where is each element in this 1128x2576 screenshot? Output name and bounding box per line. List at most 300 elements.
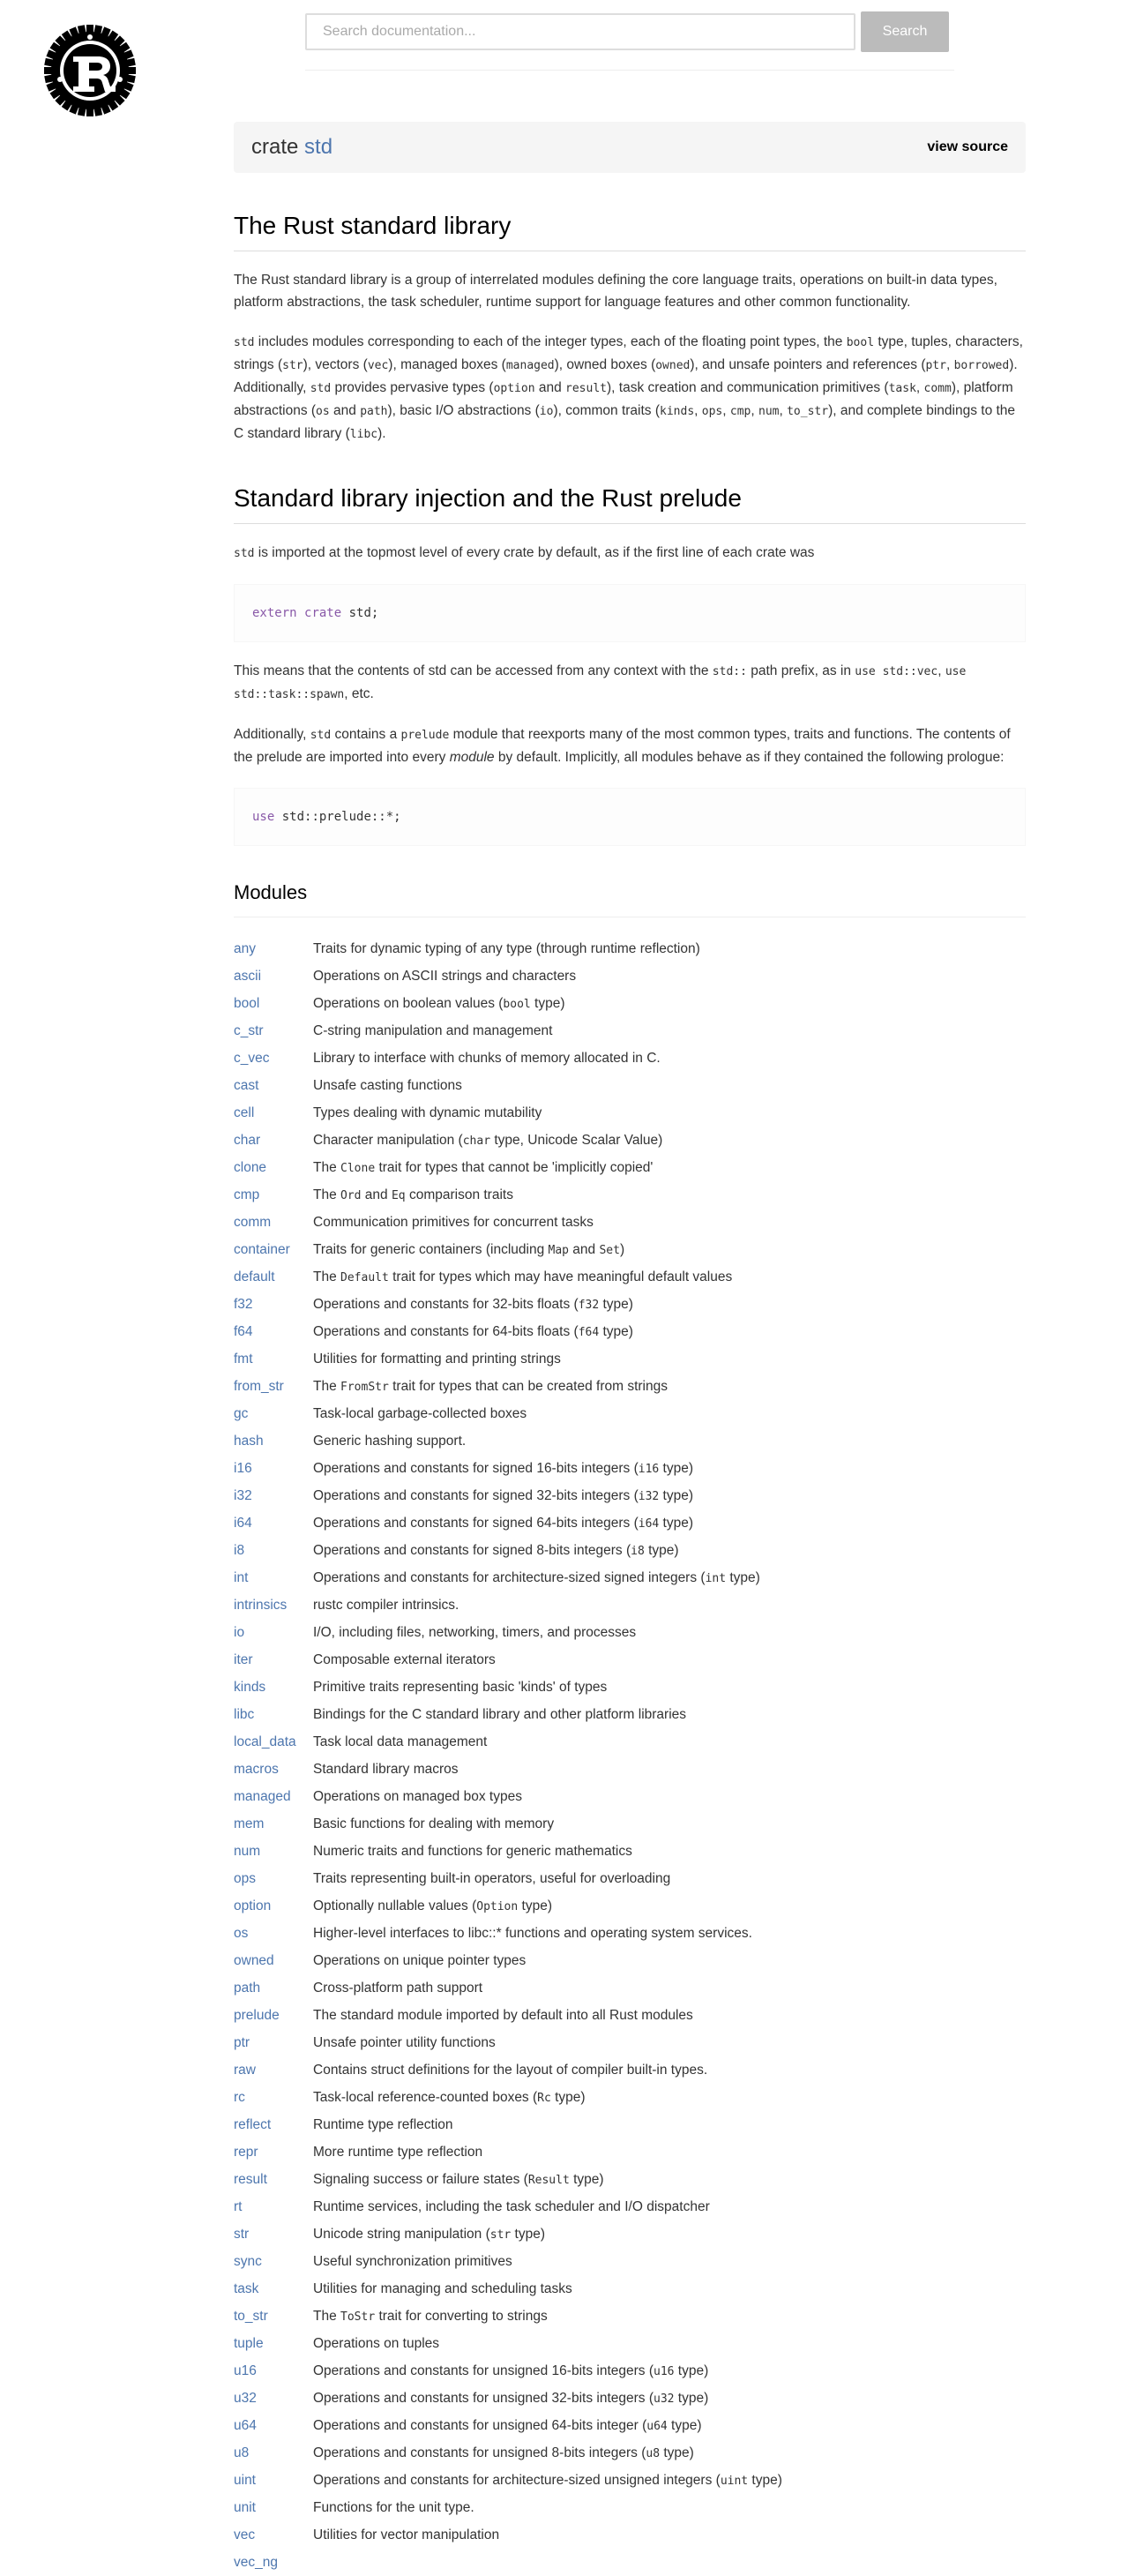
module-link[interactable]: char — [234, 1132, 261, 1148]
module-row — [234, 2275, 1026, 2303]
inline-code: option — [493, 382, 535, 395]
text-run: Utilities for managing and scheduling tasks — [313, 2280, 572, 2296]
module-description — [313, 1181, 1026, 1209]
module-link[interactable]: ops — [234, 1870, 256, 1886]
text-run: Library to interface with chunks of memory allocated in C. — [313, 1050, 661, 1066]
text-run: More runtime type reflection — [313, 2144, 483, 2160]
module-row — [234, 1537, 1026, 1564]
text-run: ), common traits ( — [553, 403, 661, 418]
module-description — [313, 1263, 1026, 1291]
module-row — [234, 1947, 1026, 1974]
text-run: Basic functions for dealing with memory — [313, 1816, 555, 1831]
module-link[interactable]: gc — [234, 1405, 249, 1421]
module-name-cell — [234, 1810, 313, 1838]
text-run: contains a — [331, 727, 401, 742]
search-button[interactable]: Search — [861, 11, 949, 52]
text-run: Operations and constants for unsigned 8-bits integers ( — [313, 2445, 646, 2460]
module-link[interactable]: owned — [234, 1952, 274, 1968]
module-name-cell — [234, 2220, 313, 2248]
module-description — [313, 1564, 1026, 1591]
module-name-cell — [234, 1345, 313, 1373]
inline-code: u64 — [646, 2419, 668, 2433]
module-row — [234, 2248, 1026, 2275]
inline-code: std — [234, 336, 255, 349]
text-run: by default. Implicitly, all modules behave as if they contained the following prologue: — [494, 750, 1005, 765]
module-name-cell — [234, 2084, 313, 2111]
module-link[interactable]: f64 — [234, 1323, 253, 1339]
module-row — [234, 1373, 1026, 1400]
module-link[interactable]: sync — [234, 2253, 262, 2269]
module-name-cell — [234, 2521, 313, 2549]
module-row — [234, 2220, 1026, 2248]
module-link[interactable]: ascii — [234, 968, 262, 984]
inline-code: bool — [503, 997, 531, 1011]
module-name-cell — [234, 2248, 313, 2275]
module-row — [234, 1072, 1026, 1099]
modules-heading: Modules — [234, 881, 1026, 917]
module-link[interactable]: any — [234, 940, 256, 956]
text-run: ), managed boxes ( — [388, 357, 506, 372]
module-link[interactable]: libc — [234, 1706, 255, 1722]
inline-code: task — [888, 382, 916, 395]
module-row — [234, 1810, 1026, 1838]
module-name-cell — [234, 1756, 313, 1783]
text-run: Standard library macros — [313, 1761, 459, 1777]
text-run: I/O, including files, networking, timers, and processes — [313, 1624, 637, 1640]
module-description — [313, 1892, 1026, 1920]
text-run: type) — [550, 2089, 586, 2105]
inline-code: std — [310, 729, 332, 742]
text-run: Bindings for the C standard library and other platform libraries — [313, 1706, 687, 1722]
module-description — [313, 1865, 1026, 1892]
module-description — [313, 1236, 1026, 1263]
inline-code: i64 — [638, 1516, 660, 1531]
module-row — [234, 2439, 1026, 2467]
module-name-cell — [234, 1482, 313, 1509]
module-name-cell — [234, 1154, 313, 1181]
text-run: type) — [569, 2171, 604, 2187]
inline-code: os — [316, 405, 330, 418]
module-row — [234, 1865, 1026, 1892]
text-run: Task local data management — [313, 1734, 488, 1749]
module-link[interactable]: vec — [234, 2527, 256, 2542]
module-link[interactable]: u32 — [234, 2390, 257, 2406]
module-name-cell — [234, 2412, 313, 2439]
module-name-cell — [234, 2138, 313, 2166]
text-run: Operations on managed box types — [313, 1788, 522, 1804]
inline-code: uint — [720, 2474, 749, 2488]
module-row — [234, 1974, 1026, 2002]
module-link[interactable]: comm — [234, 1214, 272, 1230]
module-link[interactable]: repr — [234, 2144, 258, 2160]
inline-code: owned — [655, 359, 691, 372]
module-description — [313, 1756, 1026, 1783]
gear-tooth — [86, 104, 93, 116]
module-row — [234, 2549, 1026, 2576]
text-run: Traits representing built-in operators, useful for overloading — [313, 1870, 671, 1886]
module-row — [234, 1482, 1026, 1509]
module-description — [313, 2385, 1026, 2412]
inline-code: Set — [599, 1243, 620, 1257]
text-run: The — [313, 1159, 341, 1175]
rust-logo[interactable] — [44, 25, 136, 116]
module-description — [313, 1127, 1026, 1154]
inline-code: bool — [846, 336, 875, 349]
inline-code: Default — [340, 1270, 389, 1284]
module-name-cell — [234, 1318, 313, 1345]
intro-paragraph-2 — [234, 331, 1026, 446]
inline-code: Eq — [391, 1188, 406, 1202]
text-run: , — [722, 403, 730, 418]
module-link[interactable]: hash — [234, 1433, 264, 1449]
inline-code: Map — [548, 1243, 569, 1257]
module-link[interactable]: ptr — [234, 2034, 250, 2050]
text-run: Character manipulation ( — [313, 1132, 463, 1148]
module-name-cell — [234, 990, 313, 1017]
module-link[interactable]: rc — [234, 2089, 245, 2105]
module-name-cell — [234, 2439, 313, 2467]
module-row — [234, 1701, 1026, 1728]
module-row — [234, 1045, 1026, 1072]
inline-code: Option — [476, 1899, 519, 1913]
module-description — [313, 1920, 1026, 1947]
search-bar — [305, 13, 954, 71]
inline-code: Ord — [340, 1188, 362, 1202]
text-run: and — [568, 1241, 600, 1257]
text-run: type) — [530, 995, 565, 1011]
text-run: Operations and constants for 32-bits floats ( — [313, 1296, 579, 1312]
module-name-cell — [234, 1509, 313, 1537]
module-row — [234, 1263, 1026, 1291]
text-run: Runtime type reflection — [313, 2116, 453, 2132]
module-link[interactable]: intrinsics — [234, 1597, 288, 1613]
inline-code: ptr — [925, 359, 946, 372]
text-run: rustc compiler intrinsics. — [313, 1597, 459, 1613]
module-row — [234, 1427, 1026, 1455]
text-run: Contains struct definitions for the layout of compiler built-in types. — [313, 2062, 708, 2078]
module-row — [234, 1127, 1026, 1154]
module-description — [313, 1838, 1026, 1865]
code-keyword: crate — [304, 606, 342, 620]
text-run: Operations and constants for architecture-sized unsigned integers ( — [313, 2472, 721, 2488]
text-run: path prefix, as in — [746, 663, 855, 678]
module-link[interactable]: bool — [234, 995, 260, 1011]
inline-code: path — [360, 405, 388, 418]
text-run: Operations and constants for signed 64-bits integers ( — [313, 1515, 639, 1531]
module-link[interactable]: clone — [234, 1159, 267, 1175]
module-row — [234, 1838, 1026, 1865]
module-link[interactable]: str — [234, 2226, 250, 2242]
inline-code: libc — [349, 428, 378, 441]
module-description — [313, 2056, 1026, 2084]
module-name-cell — [234, 1947, 313, 1974]
module-link[interactable]: cmp — [234, 1187, 260, 1202]
module-description — [313, 1701, 1026, 1728]
module-link[interactable]: u64 — [234, 2417, 257, 2433]
inline-code: char — [462, 1134, 491, 1148]
inline-code: cmp — [729, 405, 751, 418]
inline-code: kinds — [660, 405, 695, 418]
module-name-cell — [234, 2385, 313, 2412]
module-link[interactable]: task — [234, 2280, 259, 2296]
module-row — [234, 1318, 1026, 1345]
module-description — [313, 1783, 1026, 1810]
module-link[interactable]: cast — [234, 1077, 259, 1093]
module-link[interactable]: reflect — [234, 2116, 272, 2132]
text-run: is imported at the topmost level of every crate by default, as if the first line of each crate was — [254, 545, 815, 560]
module-row — [234, 2467, 1026, 2494]
module-description — [313, 1455, 1026, 1482]
module-link[interactable]: iter — [234, 1651, 253, 1667]
text-run: , — [694, 403, 702, 418]
inline-code: managed — [505, 359, 555, 372]
module-name-cell — [234, 2056, 313, 2084]
text-run: type) — [518, 1898, 552, 1913]
inline-code: f64 — [578, 1325, 600, 1339]
module-row — [234, 1181, 1026, 1209]
intro-paragraph-1: The Rust standard library is a group of interrelated modules defining the core language traits, operations on built-in data types, platform abstractions, the task scheduler, runtime support for language features and other common functionality. — [234, 273, 997, 310]
inline-code: prelude — [400, 729, 450, 742]
text-run: Task-local garbage-collected boxes — [313, 1405, 527, 1421]
module-link[interactable]: os — [234, 1925, 249, 1941]
text-run: type) — [660, 2445, 694, 2460]
module-link[interactable]: local_data — [234, 1734, 296, 1749]
text-run: Functions for the unit type. — [313, 2499, 474, 2515]
module-description — [313, 2439, 1026, 2467]
inline-code: f32 — [578, 1298, 600, 1312]
text-run: type) — [659, 1460, 694, 1476]
module-link[interactable]: c_str — [234, 1022, 264, 1038]
module-link[interactable]: num — [234, 1843, 261, 1859]
module-name-cell — [234, 962, 313, 990]
module-description — [313, 2248, 1026, 2275]
module-link[interactable]: option — [234, 1898, 272, 1913]
text-run: and — [534, 380, 566, 395]
text-run: ). Additionally, — [234, 357, 1018, 395]
module-link[interactable]: c_vec — [234, 1050, 270, 1066]
inline-code: i8 — [631, 1544, 645, 1558]
text-run: , — [751, 403, 758, 418]
module-name-cell — [234, 1236, 313, 1263]
module-description — [313, 1072, 1026, 1099]
module-link[interactable]: io — [234, 1624, 245, 1640]
module-link[interactable]: u8 — [234, 2445, 250, 2460]
module-name-cell — [234, 1017, 313, 1045]
inline-code: Rc — [537, 2091, 551, 2105]
text-run: Runtime services, including the task scheduler and I/O dispatcher — [313, 2198, 710, 2214]
module-name-cell — [234, 2357, 313, 2385]
crate-name-link[interactable]: std — [304, 135, 333, 159]
text-run: type) — [748, 2472, 782, 2488]
text-run: Operations and constants for unsigned 16-bits integers ( — [313, 2363, 654, 2378]
prelude-heading: Standard library injection and the Rust prelude — [234, 484, 1026, 524]
text-run: ), platform abstractions ( — [234, 380, 1013, 418]
rust-logo-icon — [44, 25, 136, 116]
text-run: module that reexports many of the most common types, traits and functions. The contents of the prelude are imported into every — [234, 727, 1011, 765]
inline-code: i32 — [638, 1489, 660, 1503]
text-run: Operations on tuples — [313, 2335, 440, 2351]
module-name-cell — [234, 1181, 313, 1209]
text-run: Traits for generic containers (including — [313, 1241, 549, 1257]
module-link[interactable]: to_str — [234, 2308, 268, 2324]
module-description — [313, 1646, 1026, 1674]
module-link[interactable]: i32 — [234, 1487, 252, 1503]
module-row — [234, 2412, 1026, 2439]
inline-code: to_str — [787, 405, 829, 418]
module-row — [234, 1783, 1026, 1810]
module-row — [234, 1154, 1026, 1181]
module-link[interactable]: u16 — [234, 2363, 257, 2378]
text-run: Primitive traits representing basic 'kinds' of types — [313, 1679, 608, 1695]
text-run: Unsafe pointer utility functions — [313, 2034, 496, 2050]
module-link[interactable]: kinds — [234, 1679, 266, 1695]
inline-code: vec — [367, 359, 389, 372]
module-row — [234, 2521, 1026, 2549]
module-name-cell — [234, 2330, 313, 2357]
module-description — [313, 2002, 1026, 2029]
module-name-cell — [234, 1373, 313, 1400]
module-name-cell — [234, 1127, 313, 1154]
gear-tooth — [44, 67, 56, 74]
module-link[interactable]: i16 — [234, 1460, 252, 1476]
text-run: type) — [659, 1515, 694, 1531]
text-run: Operations and constants for signed 32-bits integers ( — [313, 1487, 639, 1503]
inline-code: str — [282, 359, 303, 372]
module-description — [313, 2166, 1026, 2193]
module-row — [234, 1017, 1026, 1045]
module-name-cell — [234, 1619, 313, 1646]
module-description — [313, 2029, 1026, 2056]
text-run: Useful synchronization primitives — [313, 2253, 512, 2269]
module-link[interactable]: container — [234, 1241, 290, 1257]
module-link[interactable]: result — [234, 2171, 267, 2187]
code-text: std; — [341, 606, 379, 620]
module-description — [313, 1974, 1026, 2002]
inline-code: std — [310, 382, 332, 395]
module-description — [313, 2330, 1026, 2357]
module-row — [234, 1564, 1026, 1591]
module-row — [234, 1728, 1026, 1756]
module-row — [234, 1236, 1026, 1263]
module-name-cell — [234, 1537, 313, 1564]
module-link[interactable]: uint — [234, 2472, 256, 2488]
module-name-cell — [234, 1455, 313, 1482]
module-link[interactable]: tuple — [234, 2335, 264, 2351]
module-description — [313, 2084, 1026, 2111]
module-link[interactable]: f32 — [234, 1296, 253, 1312]
text-run: type) — [726, 1569, 760, 1585]
module-row — [234, 1756, 1026, 1783]
module-description — [313, 2521, 1026, 2549]
module-link[interactable]: unit — [234, 2499, 256, 2515]
module-description — [313, 1373, 1026, 1400]
module-name-cell — [234, 1865, 313, 1892]
text-run: ), task creation and communication primitives ( — [607, 380, 889, 395]
module-link[interactable]: fmt — [234, 1351, 253, 1367]
text-run: ), basic I/O abstractions ( — [387, 403, 540, 418]
module-link[interactable]: path — [234, 1980, 261, 1996]
search-input[interactable] — [305, 13, 855, 50]
module-link[interactable]: managed — [234, 1788, 291, 1804]
text-run: Numeric traits and functions for generic mathematics — [313, 1843, 632, 1859]
module-link[interactable]: i8 — [234, 1542, 245, 1558]
view-source-link[interactable]: view source — [927, 139, 1008, 154]
text-run: type, Unicode Scalar Value) — [490, 1132, 663, 1148]
crate-prefix: crate — [251, 135, 299, 159]
module-description — [313, 1619, 1026, 1646]
module-description — [313, 1045, 1026, 1072]
inline-code: result — [565, 382, 607, 395]
module-description — [313, 962, 1026, 990]
text-run: Traits for dynamic typing of any type (through runtime reflection) — [313, 940, 700, 956]
module-row — [234, 1099, 1026, 1127]
text-run: provides pervasive types ( — [331, 380, 494, 395]
module-row — [234, 1619, 1026, 1646]
module-link[interactable]: i64 — [234, 1515, 252, 1531]
module-row — [234, 2385, 1026, 2412]
module-name-cell — [234, 2494, 313, 2521]
module-name-cell — [234, 1291, 313, 1318]
module-link[interactable]: from_str — [234, 1378, 284, 1394]
module-description — [313, 1427, 1026, 1455]
inline-code: i16 — [638, 1462, 660, 1476]
module-description — [313, 2220, 1026, 2248]
text-run: The standard module imported by default into all Rust modules — [313, 2007, 693, 2023]
module-row — [234, 1455, 1026, 1482]
module-row — [234, 2330, 1026, 2357]
text-run: Task-local reference-counted boxes ( — [313, 2089, 538, 2105]
text-run: type) — [659, 1487, 694, 1503]
module-description — [313, 1209, 1026, 1236]
module-description — [313, 1810, 1026, 1838]
module-link[interactable]: default — [234, 1269, 275, 1284]
module-link[interactable]: cell — [234, 1105, 255, 1120]
module-row — [234, 2111, 1026, 2138]
text-run: ), and complete bindings to the C standard library ( — [234, 403, 1016, 441]
module-description — [313, 2494, 1026, 2521]
text-run: Additionally, — [234, 727, 310, 742]
module-description — [313, 1537, 1026, 1564]
module-description — [313, 2467, 1026, 2494]
module-link[interactable]: mem — [234, 1816, 265, 1831]
text-run: Unsafe casting functions — [313, 1077, 462, 1093]
module-row — [234, 962, 1026, 990]
module-link[interactable]: rt — [234, 2198, 243, 2214]
inline-code: io — [539, 405, 554, 418]
module-row — [234, 2002, 1026, 2029]
module-link[interactable]: raw — [234, 2062, 256, 2078]
module-description — [313, 2275, 1026, 2303]
module-description — [313, 1728, 1026, 1756]
module-link[interactable]: macros — [234, 1761, 279, 1777]
text-run: Optionally nullable values ( — [313, 1898, 477, 1913]
text-run: Operations and constants for signed 8-bits integers ( — [313, 1542, 631, 1558]
module-name-cell — [234, 2549, 313, 2576]
text-run: ), and unsafe pointers and references ( — [690, 357, 926, 372]
module-name-cell — [234, 1783, 313, 1810]
text-run: Operations and constants for signed 16-bits integers ( — [313, 1460, 639, 1476]
module-name-cell — [234, 2111, 313, 2138]
module-link[interactable]: vec_ng — [234, 2554, 278, 2570]
module-description — [313, 1318, 1026, 1345]
module-link[interactable]: int — [234, 1569, 249, 1585]
inline-code: u16 — [654, 2364, 675, 2378]
module-name-cell — [234, 1838, 313, 1865]
module-description — [313, 1345, 1026, 1373]
module-name-cell — [234, 1920, 313, 1947]
module-link[interactable]: prelude — [234, 2007, 280, 2023]
module-row — [234, 2494, 1026, 2521]
